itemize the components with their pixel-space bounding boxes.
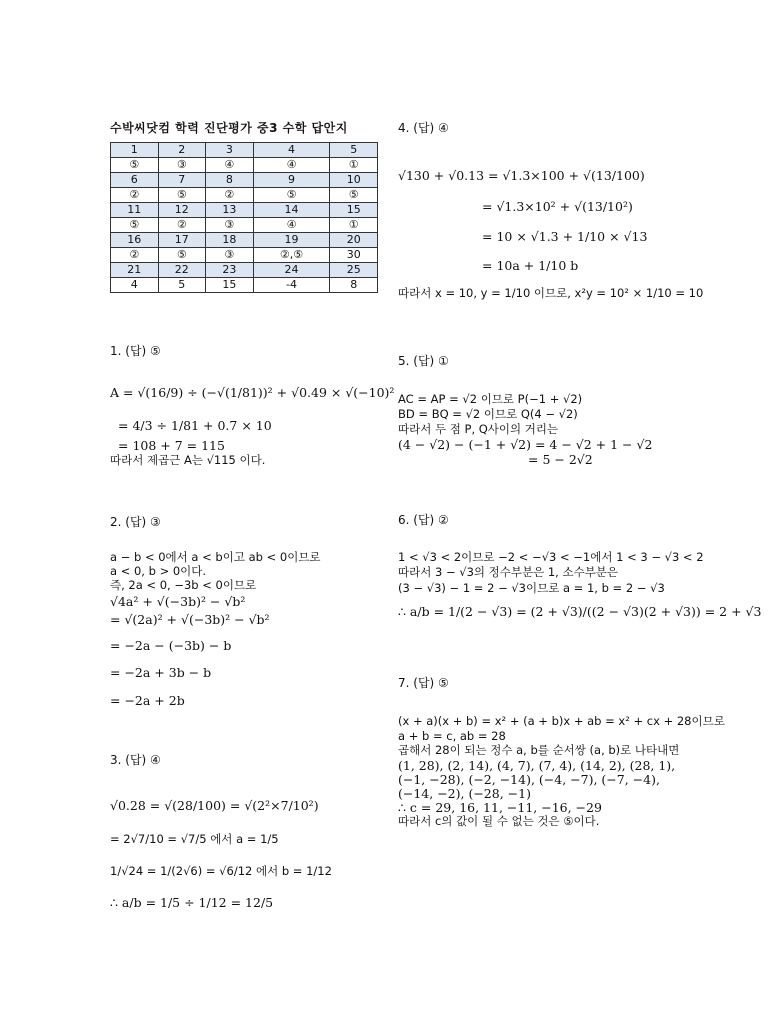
q2-line-6: = −2a − (−3b) − b	[110, 638, 232, 653]
answer-cell: ⑤	[253, 188, 330, 203]
answer-cell: 8	[330, 278, 378, 293]
q2-line-1: a − b < 0에서 a < b이고 ab < 0이므로	[110, 550, 321, 564]
answer-cell: ③	[206, 248, 254, 263]
q1-heading: 1. (답) ⑤	[110, 344, 161, 358]
q4-line-5: 따라서 x = 10, y = 1/10 이므로, x²y = 10² × 1/10 = 10	[398, 286, 704, 300]
q5-line-1: AC = AP = √2 이므로 P(−1 + √2)	[398, 392, 583, 406]
q4-line-4: = 10a + 1/10 b	[482, 258, 579, 273]
question-number-cell: 10	[330, 173, 378, 188]
question-number-row	[111, 203, 378, 218]
q3-line-3: 1/√24 = 1/(2√6) = √6/12 에서 b = 1/12	[110, 864, 332, 878]
answer-row	[111, 158, 378, 173]
question-number-cell: 24	[253, 263, 330, 278]
q6-heading: 6. (답) ②	[398, 513, 449, 527]
answer-cell: ①	[330, 218, 378, 233]
q2-heading: 2. (답) ③	[110, 515, 161, 529]
q4-heading: 4. (답) ④	[398, 121, 449, 135]
question-number-cell: 13	[206, 203, 254, 218]
q1-line-2: = 4/3 ÷ 1/81 + 0.7 × 10	[118, 418, 272, 433]
q5-line-3: 따라서 두 점 P, Q사이의 거리는	[398, 422, 559, 436]
answer-cell: ⑤	[158, 188, 206, 203]
q2-line-4: √4a² + √(−3b)² − √b²	[110, 594, 246, 609]
question-number-row	[111, 173, 378, 188]
q4-line-2: = √1.3×10² + √(13/10²)	[482, 199, 633, 214]
answer-cell: ②	[111, 248, 159, 263]
question-number-cell: 8	[206, 173, 254, 188]
q2-line-3: 즉, 2a < 0, −3b < 0이므로	[110, 578, 257, 592]
answer-cell: ②,⑤	[253, 248, 330, 263]
answer-row	[111, 248, 378, 263]
q7-line-6: (−14, −2), (−28, −1)	[398, 786, 531, 801]
q7-line-2: a + b = c, ab = 28	[398, 729, 506, 743]
question-number-cell: 23	[206, 263, 254, 278]
question-number-cell: 22	[158, 263, 206, 278]
question-number-cell: 4	[253, 143, 330, 158]
q2-line-2: a < 0, b > 0이다.	[110, 564, 207, 578]
answer-row	[111, 278, 378, 293]
answer-cell: ④	[253, 218, 330, 233]
q6-line-3: (3 − √3) − 1 = 2 − √3이므로 a = 1, b = 2 − √3	[398, 581, 665, 595]
q1-line-4: 따라서 제곱근 A는 √115 이다.	[110, 453, 266, 467]
answer-cell: ⑤	[111, 218, 159, 233]
q7-line-7: ∴ c = 29, 16, 11, −11, −16, −29	[398, 800, 602, 815]
answer-cell: -4	[253, 278, 330, 293]
q3-line-4: ∴ a/b = 1/5 ÷ 1/12 = 12/5	[110, 895, 274, 910]
answer-cell: ⑤	[330, 188, 378, 203]
q5-line-2: BD = BQ = √2 이므로 Q(4 − √2)	[398, 407, 578, 421]
q3-line-2: = 2√7/10 = √7/5 에서 a = 1/5	[110, 832, 279, 846]
question-number-cell: 6	[111, 173, 159, 188]
q4-line-3: = 10 × √1.3 + 1/10 × √13	[482, 229, 648, 244]
question-number-row	[111, 233, 378, 248]
question-number-cell: 2	[158, 143, 206, 158]
answer-cell: ④	[253, 158, 330, 173]
q6-line-4: ∴ a/b = 1/(2 − √3) = (2 + √3)/((2 − √3)(2 + √3)) = 2 + √3	[398, 604, 762, 619]
q5-line-4: (4 − √2) − (−1 + √2) = 4 − √2 + 1 − √2	[398, 437, 653, 452]
q3-line-1: √0.28 = √(28/100) = √(2²×7/10²)	[110, 798, 319, 813]
q1-line-1: A = √(16/9) ÷ (−√(1/81))² + √0.49 × √(−10)²	[110, 385, 395, 400]
answer-cell: ③	[206, 218, 254, 233]
answer-row	[111, 218, 378, 233]
q7-line-5: (−1, −28), (−2, −14), (−4, −7), (−7, −4),	[398, 772, 660, 787]
answer-cell: 15	[206, 278, 254, 293]
q1-line-3: = 108 + 7 = 115	[118, 438, 225, 453]
q2-line-8: = −2a + 2b	[110, 693, 185, 708]
question-number-cell: 17	[158, 233, 206, 248]
page-title: 수박씨닷컴 학력 진단평가 중3 수학 답안지	[110, 121, 348, 135]
question-number-cell: 7	[158, 173, 206, 188]
q3-heading: 3. (답) ④	[110, 753, 161, 767]
q7-heading: 7. (답) ⑤	[398, 676, 449, 690]
q4-line-1: √130 + √0.13 = √1.3×100 + √(13/100)	[398, 168, 645, 183]
answer-cell: 4	[111, 278, 159, 293]
question-number-cell: 12	[158, 203, 206, 218]
question-number-cell: 21	[111, 263, 159, 278]
question-number-cell: 16	[111, 233, 159, 248]
q5-line-5: = 5 − 2√2	[528, 452, 593, 467]
question-number-cell: 20	[330, 233, 378, 248]
q7-line-4: (1, 28), (2, 14), (4, 7), (7, 4), (14, 2), (28, 1),	[398, 758, 676, 773]
question-number-cell: 25	[330, 263, 378, 278]
question-number-cell: 9	[253, 173, 330, 188]
question-number-cell: 3	[206, 143, 254, 158]
answer-cell: 5	[158, 278, 206, 293]
answer-table	[110, 142, 378, 293]
q7-line-3: 곱해서 28이 되는 정수 a, b를 순서쌍 (a, b)로 나타내면	[398, 743, 680, 757]
q7-line-1: (x + a)(x + b) = x² + (a + b)x + ab = x² + cx + 28이므로	[398, 714, 725, 728]
answer-cell: ②	[111, 188, 159, 203]
answer-cell: ②	[206, 188, 254, 203]
question-number-row	[111, 143, 378, 158]
answer-row	[111, 188, 378, 203]
question-number-row	[111, 263, 378, 278]
question-number-cell: 15	[330, 203, 378, 218]
q2-line-5: = √(2a)² + √(−3b)² − √b²	[110, 612, 270, 627]
answer-cell: ②	[158, 218, 206, 233]
q5-heading: 5. (답) ①	[398, 354, 449, 368]
question-number-cell: 11	[111, 203, 159, 218]
answer-cell: ⑤	[158, 248, 206, 263]
q2-line-7: = −2a + 3b − b	[110, 665, 212, 680]
question-number-cell: 18	[206, 233, 254, 248]
q6-line-2: 따라서 3 − √3의 정수부분은 1, 소수부분은	[398, 565, 619, 579]
answer-cell: ⑤	[111, 158, 159, 173]
question-number-cell: 19	[253, 233, 330, 248]
question-number-cell: 14	[253, 203, 330, 218]
question-number-cell: 1	[111, 143, 159, 158]
answer-cell: 30	[330, 248, 378, 263]
question-number-cell: 5	[330, 143, 378, 158]
answer-cell: ④	[206, 158, 254, 173]
answer-cell: ①	[330, 158, 378, 173]
q6-line-1: 1 < √3 < 2이므로 −2 < −√3 < −1에서 1 < 3 − √3 < 2	[398, 550, 704, 564]
q7-line-8: 따라서 c의 값이 될 수 없는 것은 ⑤이다.	[398, 814, 600, 828]
answer-cell: ③	[158, 158, 206, 173]
